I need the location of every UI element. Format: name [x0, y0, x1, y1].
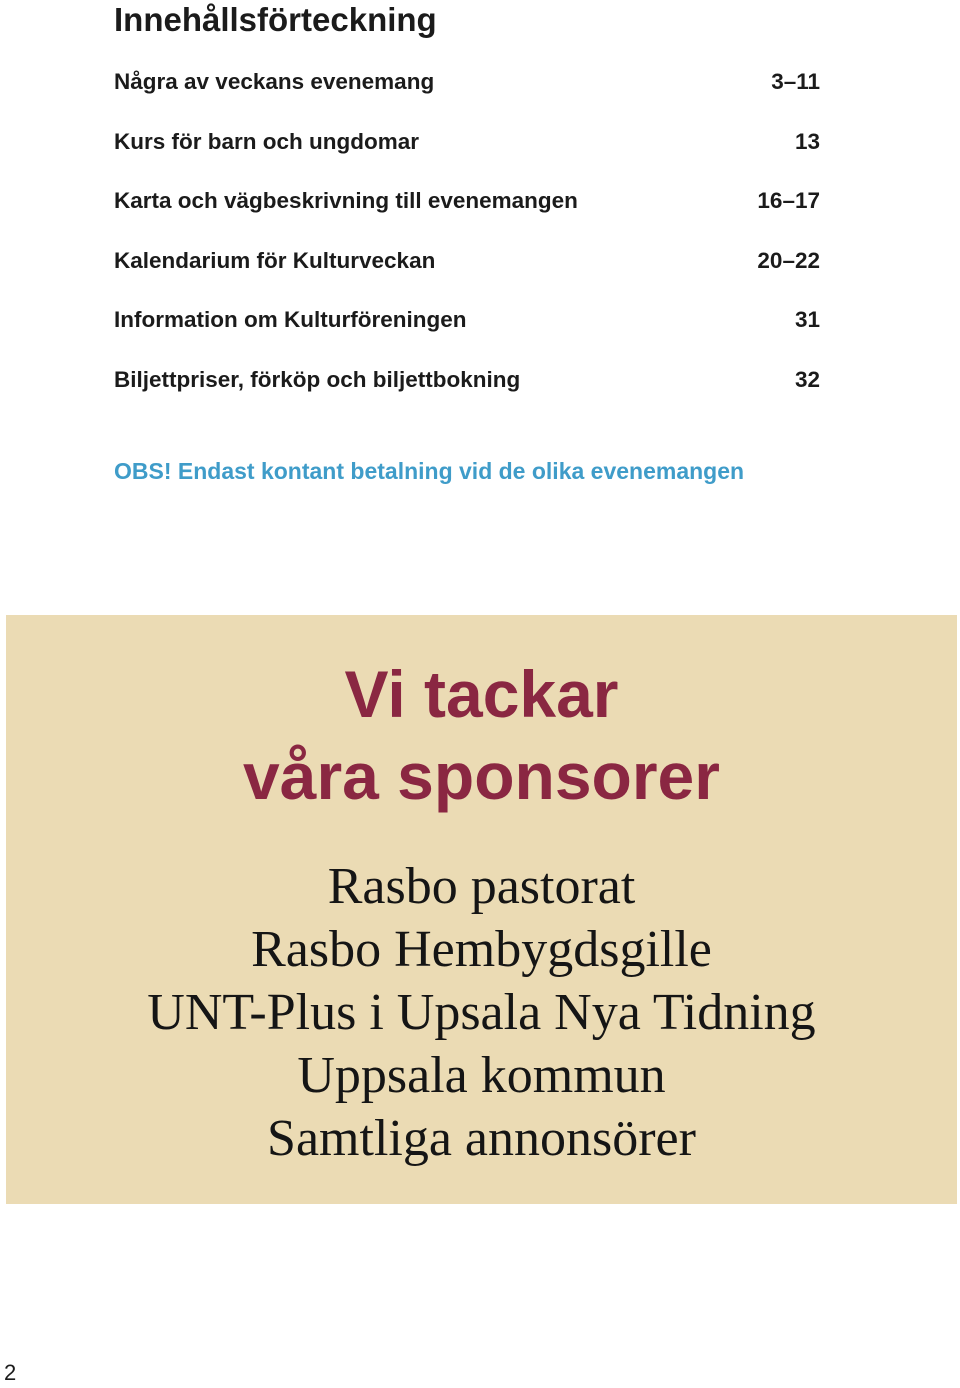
sponsor-panel	[6, 615, 957, 1204]
toc-entry-label: Kalendarium för Kulturveckan	[114, 247, 436, 273]
toc-title: Innehållsförteckning	[114, 1, 437, 38]
page-number: 2	[4, 1360, 17, 1385]
toc-entry-pages: 32	[794, 366, 820, 392]
toc-entry	[114, 243, 820, 303]
sponsor-heading-line: Vi tackar	[344, 657, 619, 731]
toc-list	[114, 64, 820, 422]
toc-entry-pages: 13	[794, 128, 820, 154]
payment-notice: OBS! Endast kontant betalning vid de olika evenemangen	[114, 458, 745, 484]
toc-entry-pages: 16–17	[757, 188, 820, 214]
toc-entry	[114, 362, 820, 422]
toc-entry-pages: 31	[794, 307, 820, 333]
toc-entry-label: Några av veckans evenemang	[114, 69, 435, 94]
toc-entry-label: Kurs för barn och ungdomar	[114, 128, 420, 154]
toc-entry	[114, 124, 820, 184]
toc-entry-label: Karta och vägbeskrivning till evenemangen	[114, 188, 578, 214]
sponsor-name: UNT-Plus i Upsala Nya Tidning	[147, 984, 816, 1041]
sponsor-heading-line: våra sponsorer	[243, 739, 720, 813]
sponsor-list	[6, 855, 957, 1170]
sponsor-heading	[6, 653, 957, 817]
toc-entry-label: Information om Kulturföreningen	[114, 307, 467, 333]
toc-entry	[114, 183, 820, 243]
sponsor-name: Rasbo Hembygdsgille	[251, 921, 712, 978]
toc-entry-label: Biljettpriser, förköp och biljettbokning	[114, 366, 521, 392]
sponsor-name: Uppsala kommun	[297, 1047, 666, 1104]
sponsor-name: Samtliga annonsörer	[267, 1110, 696, 1167]
toc-entry	[114, 302, 820, 362]
toc-entry-pages: 20–22	[757, 247, 820, 273]
sponsor-name: Rasbo pastorat	[327, 858, 636, 915]
toc-entry-pages: 3–11	[771, 69, 820, 94]
toc-entry	[114, 64, 820, 124]
